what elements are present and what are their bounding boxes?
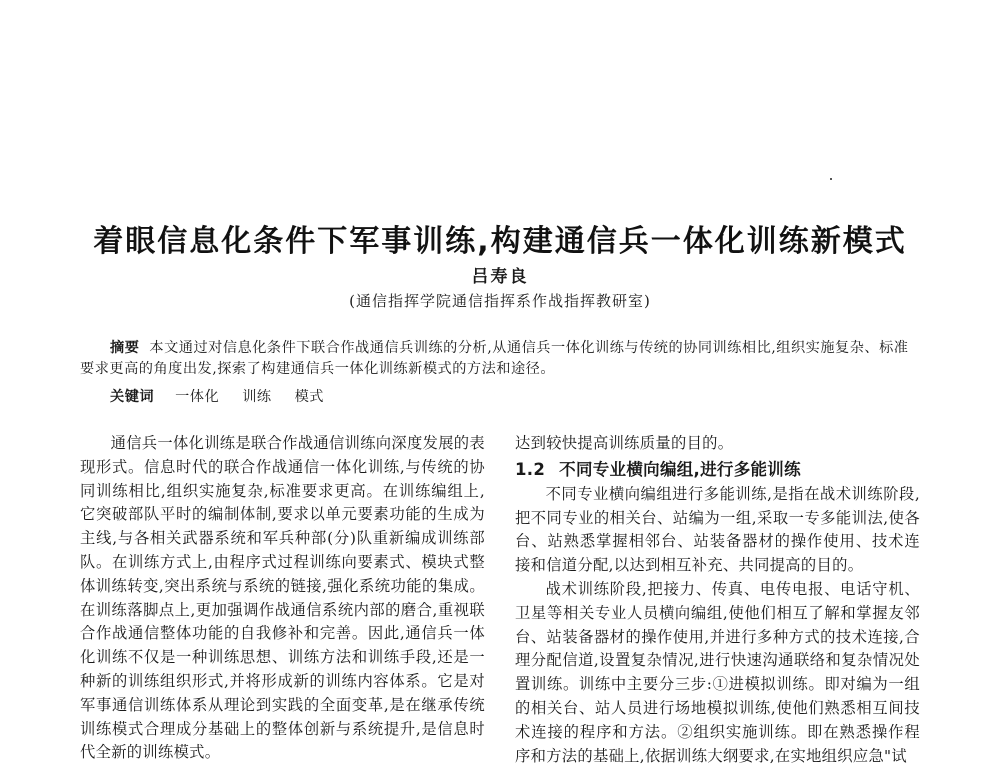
- section-title: 不同专业横向编组,进行多能训练: [559, 459, 801, 479]
- continued-paragraph: 达到较快提高训练质量的目的。: [515, 434, 734, 452]
- abstract-label: 摘要: [110, 340, 140, 356]
- section-heading: [515, 457, 920, 483]
- author-name: 吕寿良: [471, 267, 529, 287]
- right-column: [515, 432, 920, 768]
- page-title: 着眼信息化条件下军事训练,构建通信兵一体化训练新模式: [93, 224, 907, 260]
- body-paragraph: 战术训练阶段,把接力、传真、电传电报、电话守机、卫星等相关专业人员横向编组,使他们相互了解和掌握友邻台、站装备器材的操作使用,并进行多种方式的技术连接,合理分配信道,设置复杂情况,进行快速沟通联络和复杂情况处置训练。训练中主要分三步:①进模拟训练。即对编为一组的相关台、站人员进行场地模拟训练,使他们熟悉相互间技术连接的程序和方法。②组织实施训练。即在熟悉操作程序和方法的基础上,依据训练大纲要求,在实地组织应急"试: [515, 579, 920, 765]
- body-paragraph: 不同专业横向编组进行多能训练,是指在战术训练阶段,把不同专业的相关台、站编为一组,采取一专多能训法,使各台、站熟悉掌握相邻台、站装备器材的操作使用、技术连接和信道分配,以达到相互补充、共同提高的目的。: [515, 484, 920, 575]
- abstract: [80, 338, 920, 380]
- keyword-item: 训练: [242, 389, 272, 405]
- keyword-item: 模式: [294, 389, 324, 405]
- stray-mark: [830, 178, 832, 180]
- abstract-text: 本文通过对信息化条件下联合作战通信兵训练的分析,从通信兵一体化训练与传统的协同训练相比,组织实施复杂、标准要求更高的角度出发,探索了构建通信兵一体化训练新模式的方法和途径。: [80, 340, 909, 377]
- author-affiliation: (通信指挥学院通信指挥系作战指挥教研室): [349, 292, 651, 310]
- section-number: 1.2: [515, 459, 546, 479]
- body-paragraph: 通信兵一体化训练是联合作战通信训练向深度发展的表现形式。信息时代的联合作战通信一体化训练,与传统的协同训练相比,组织实施复杂,标准要求更高。在训练编组上,它突破部队平时的编制体制,要求以单元要素功能的生成为主线,与各相关武器系统和军兵种部(分)队重新编成训练部队。在训练方式上,由程序式过程训练向要素式、模块式整体训练转变,突出系统与系统的链接,强化系统功能的集成。在训练落脚点上,更加强调作战通信系统内部的磨合,重视联合作战通信整体功能的自我修补和完善。因此,通信兵一体化训练不仅是一种训练思想、训练方法和训练手段,还是一种新的训练组织形式,并将形成新的训练内容体系。它是对军事通信训练体系从理论到实践的全面变革,是在继承传统训练模式合理成分基础上的整体创新与系统提升,是信息时代全新的训练模式。: [80, 434, 485, 762]
- left-column: [80, 432, 485, 765]
- keywords-label: 关键词: [110, 389, 155, 405]
- keyword-item: 一体化: [175, 389, 220, 405]
- keywords: [110, 386, 342, 406]
